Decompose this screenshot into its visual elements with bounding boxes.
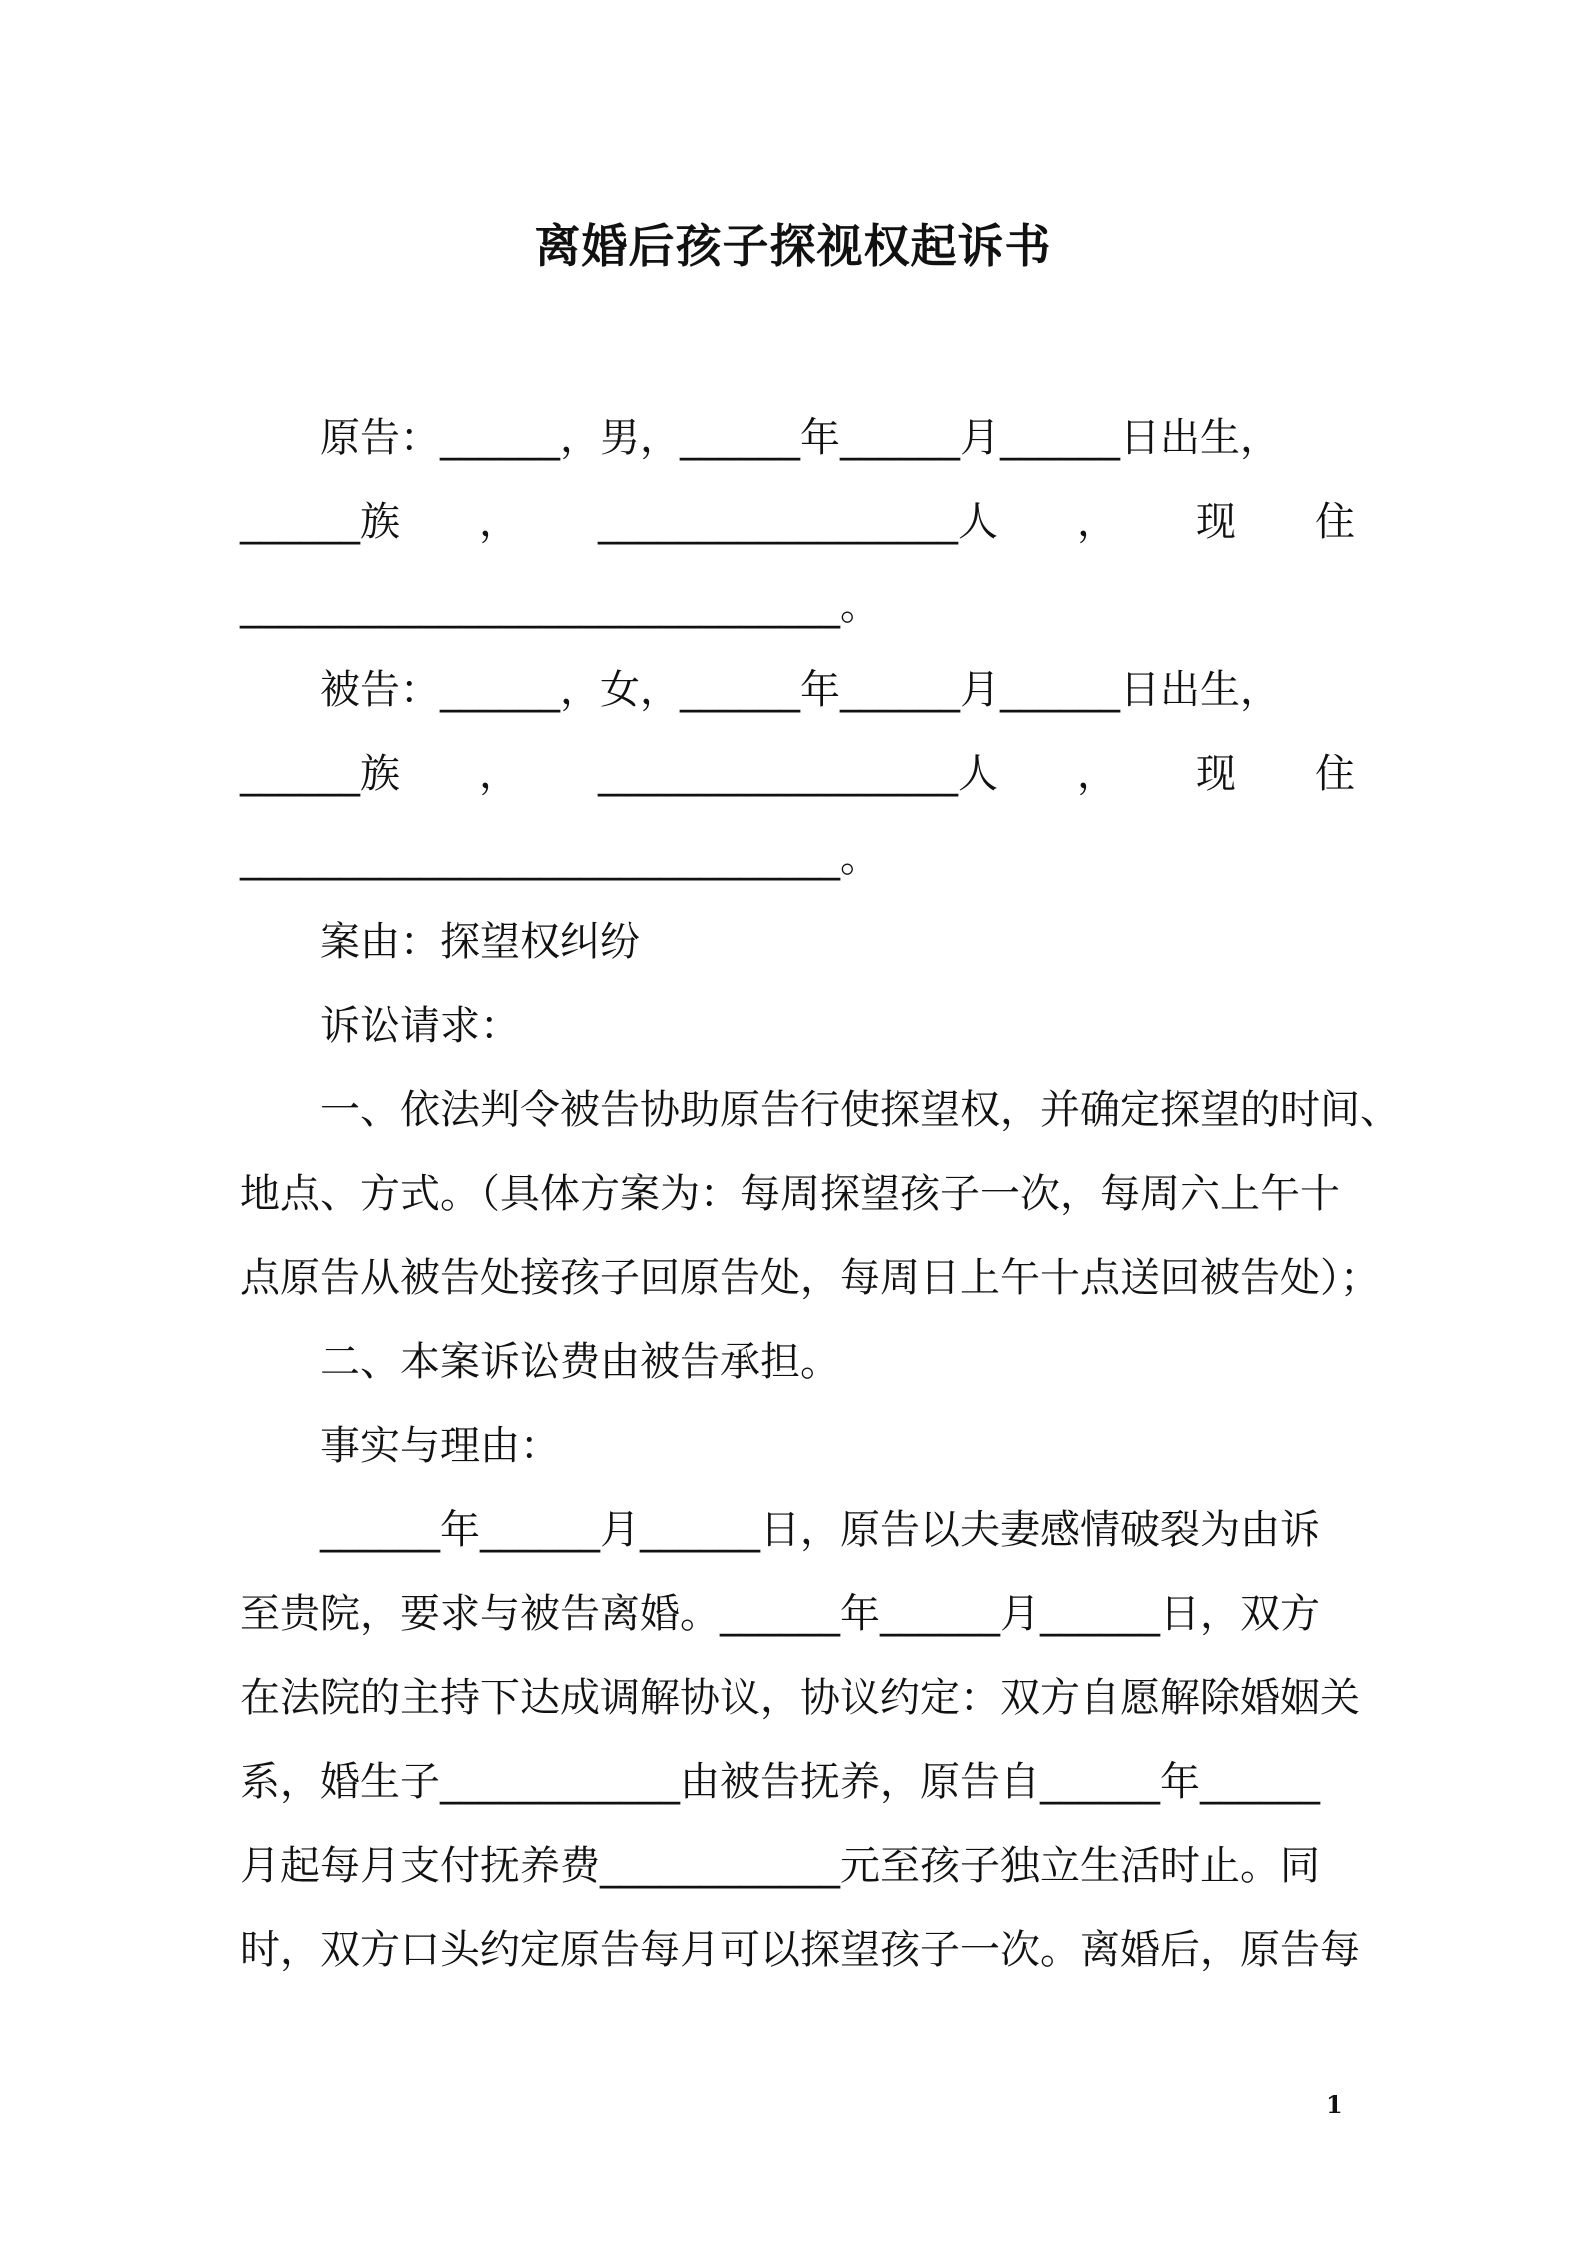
plaintiff-line-3: ______________________________。 — [240, 583, 880, 629]
facts-line-3: 在法院的主持下达成调解协议，协议约定：双方自愿解除婚姻关 — [240, 1675, 1360, 1721]
facts-heading: 事实与理由： — [320, 1423, 560, 1469]
plaintiff-ethnicity: ______族 — [240, 499, 400, 545]
facts-line-5: 月起每月支付抚养费____________元至孩子独立生活时止。同 — [240, 1843, 1320, 1889]
defendant-comma-1: ， — [479, 751, 519, 797]
claim-one-line-2: 地点、方式。（具体方案为：每周探望孩子一次，每周六上午十 — [240, 1171, 1340, 1217]
plaintiff-line-1: 原告：______，男，______年______月______日出生， — [320, 415, 1280, 461]
plaintiff-origin: __________________人 — [598, 499, 998, 545]
case-cause: 案由：探望权纠纷 — [320, 919, 640, 965]
defendant-ethnicity: ______族 — [240, 751, 400, 797]
defendant-comma-2: ， — [1077, 751, 1117, 797]
document-title: 离婚后孩子探视权起诉书 — [534, 219, 1052, 273]
plaintiff-comma-1: ， — [479, 499, 519, 545]
plaintiff-current-1: 现 — [1196, 499, 1236, 545]
facts-line-6: 时，双方口头约定原告每月可以探望孩子一次。离婚后，原告每 — [240, 1927, 1360, 1973]
claim-one-line-1: 一、依法判令被告协助原告行使探望权，并确定探望的时间、 — [320, 1087, 1400, 1133]
facts-line-4: 系，婚生子____________由被告抚养，原告自______年______ — [240, 1759, 1320, 1805]
plaintiff-line-2 — [240, 494, 1355, 550]
claim-one-line-3: 点原告从被告处接孩子回原告处，每周日上午十点送回被告处）； — [240, 1255, 1380, 1301]
plaintiff-comma-2: ， — [1077, 499, 1117, 545]
defendant-line-2 — [240, 746, 1355, 802]
claim-two: 二、本案诉讼费由被告承担。 — [320, 1339, 840, 1385]
defendant-origin: __________________人 — [598, 751, 998, 797]
plaintiff-current-2: 住 — [1315, 499, 1355, 545]
facts-line-2: 至贵院，要求与被告离婚。______年______月______日，双方 — [240, 1591, 1320, 1637]
page-number: 1 — [1326, 2090, 1343, 2119]
facts-line-1: ______年______月______日，原告以夫妻感情破裂为由诉 — [320, 1507, 1320, 1553]
defendant-current-2: 住 — [1315, 751, 1355, 797]
defendant-line-3: ______________________________。 — [240, 835, 880, 881]
defendant-line-1: 被告：______，女，______年______月______日出生， — [320, 667, 1280, 713]
defendant-current-1: 现 — [1196, 751, 1236, 797]
claims-heading: 诉讼请求： — [320, 1003, 520, 1049]
